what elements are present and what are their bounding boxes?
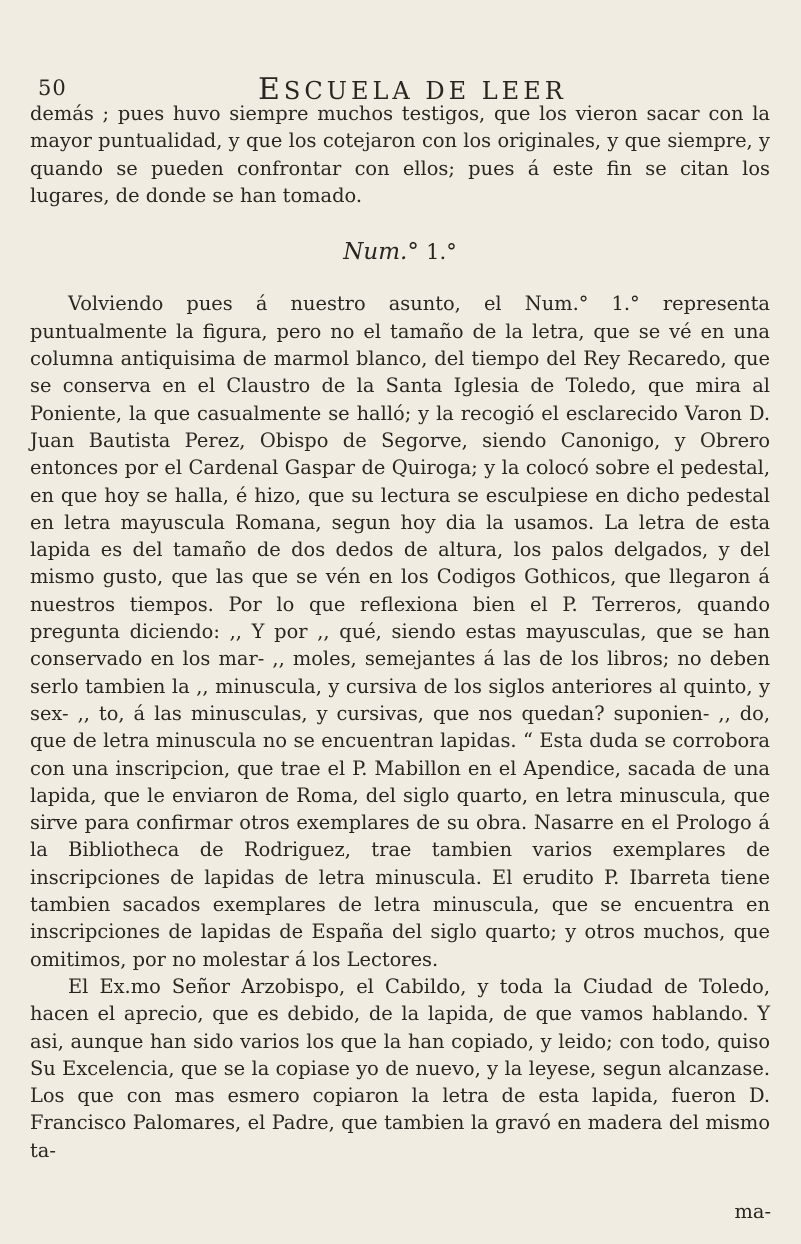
body-text [30, 100, 770, 1164]
running-head-initial: E [258, 72, 284, 107]
paragraph-1: demás ; pues huvo siempre muchos testigos, que los vieron sacar con la mayor puntualidad, y que los cotejaron con los originales, y que siempre, y quando se pueden confrontar con ellos; pues á este fin se citan los lugares, de donde se han tomado. [30, 102, 770, 207]
section-label: Num.° [343, 239, 419, 266]
paragraph-3: El Ex.mo Señor Arzobispo, el Cabildo, y toda la Ciudad de Toledo, hacen el aprecio, que es debido, de la lapida, de que vamos hablando. Y asi, aunque han sido varios los que la han copiado, y leido; con todo, quiso Su Excelencia, que se la copiase yo de nuevo, y la leyese, segun alcanzase. Los que con mas esmero copiaron la letra de esta lapida, fueron D. Francisco Palomares, el Padre, que tambien la gravó en madera del mismo ta- [30, 974, 770, 1162]
section-number: 1.° [426, 240, 457, 265]
paragraph-2: Volviendo pues á nuestro asunto, el Num.° 1.° representa puntualmente la figura, pero no el tamaño de la letra, que se vé en una columna antiquisima de marmol blanco, del tiempo del Rey Recaredo, que se conserva en el Claustro de la Santa Iglesia de Toledo, que mira al Poniente, la que casualmente se halló; y la recogió el esclarecido Varon D. Juan Bautista Perez, Obispo de Segorve, siendo Canonigo, y Obrero entonces por el Cardenal Gaspar de Quiroga; y la colocó sobre el pedestal, en que hoy se halla, é hizo, que su lectura se esculpiese en dicho pedestal en letra mayuscula Romana, segun hoy dia la usamos. La letra de esta lapida es del tamaño de dos dedos de altura, los palos delgados, y del mismo gusto, que las que se vén en los Codigos Gothicos, que llegaron á nuestros tiempos. Por lo que reflexiona bien el P. Terreros, quando pregunta diciendo: ,, Y por ,, qué, siendo estas mayusculas, que se han conservado en los mar- ,, moles, semejantes á las de los libros; no deben serlo tambien la ,, minuscula, y cursiva de los siglos anteriores al quinto, y sex- ,, to, á las minusculas, y cursivas, que nos quedan? suponien- ,, do, que de letra minuscula no se encuentran lapidas. “ Esta duda se corrobora con una inscripcion, que trae el P. Mabillon en el Apendice, sacada de una lapida, que le enviaron de Roma, del siglo quarto, en letra minuscula, que sirve para confirmar otros exemplares de su obra. Nasarre en el Prologo á la Bibliotheca de Rodriguez, trae tambien varios exemplares de inscripciones de lapidas de letra minuscula. El erudito P. Ibarreta tiene tambien sacados exemplares de letra minuscula, que se encuentra en inscripciones de lapidas de España del siglo quarto; y otros muchos, que omitimos, por no molestar á los Lectores. [30, 292, 770, 971]
section-heading [30, 239, 770, 266]
running-head-rest: SCUELA DE LEER [283, 77, 567, 105]
page-number: 50 [38, 76, 67, 100]
catchword: ma- [734, 1200, 771, 1223]
